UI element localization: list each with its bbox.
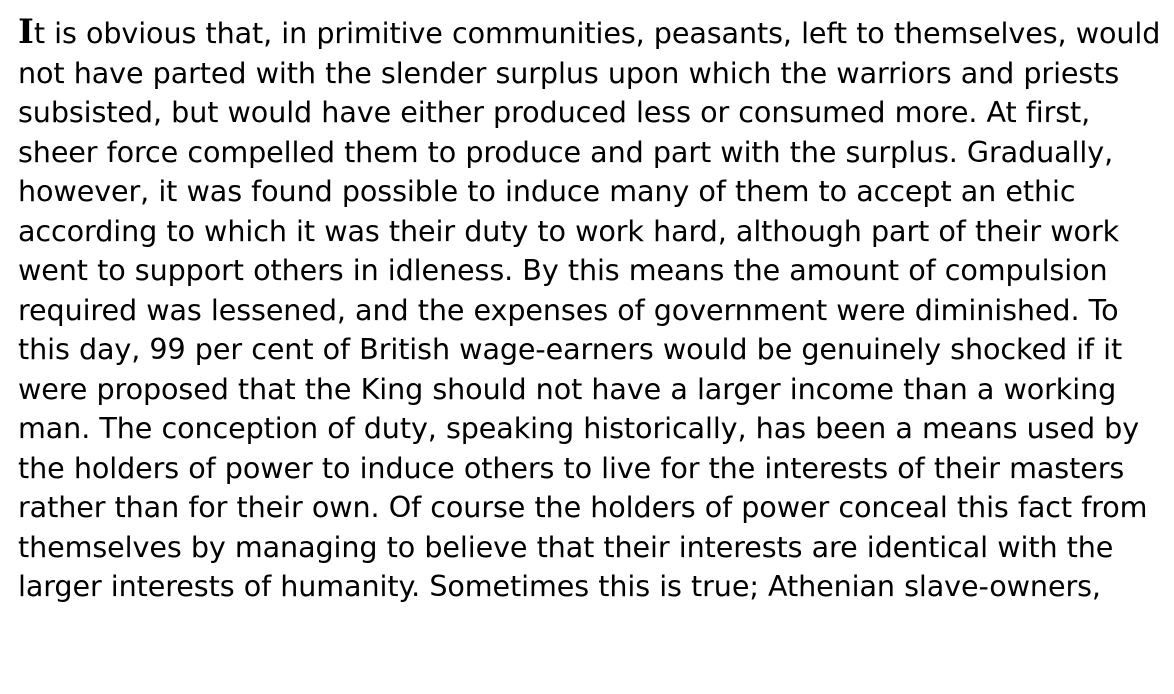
drop-cap: I — [18, 12, 34, 52]
paragraph-text: t is obvious that, in primitive communities, peasants, left to themselves, would not have parted with the slender surplus upon which the warriors and priests subsisted, but would have either produced less or consumed more. At first, sheer force compelled them to produce and part with the surplus. Gradually, however, it was found possible to induce many of them to accept an ethic according to which it was their duty to work hard, although part of their work went to support others in idleness. By this means the amount of compulsion required was lessened, and the expenses of government were diminished. To this day, 99 per cent of British wage-earners would be genuinely shocked if it were proposed that the King should not have a larger income than a working man. The conception of duty, speaking historically, has been a means used by the holders of power to induce others to live for the interests of their masters rather than for their own. Of course the holders of power conceal this fact from themselves by managing to believe that their interests are identical with the larger interests of humanity. Sometimes this is true; Athenian slave-owners, — [18, 16, 1161, 603]
body-paragraph — [18, 14, 1164, 607]
